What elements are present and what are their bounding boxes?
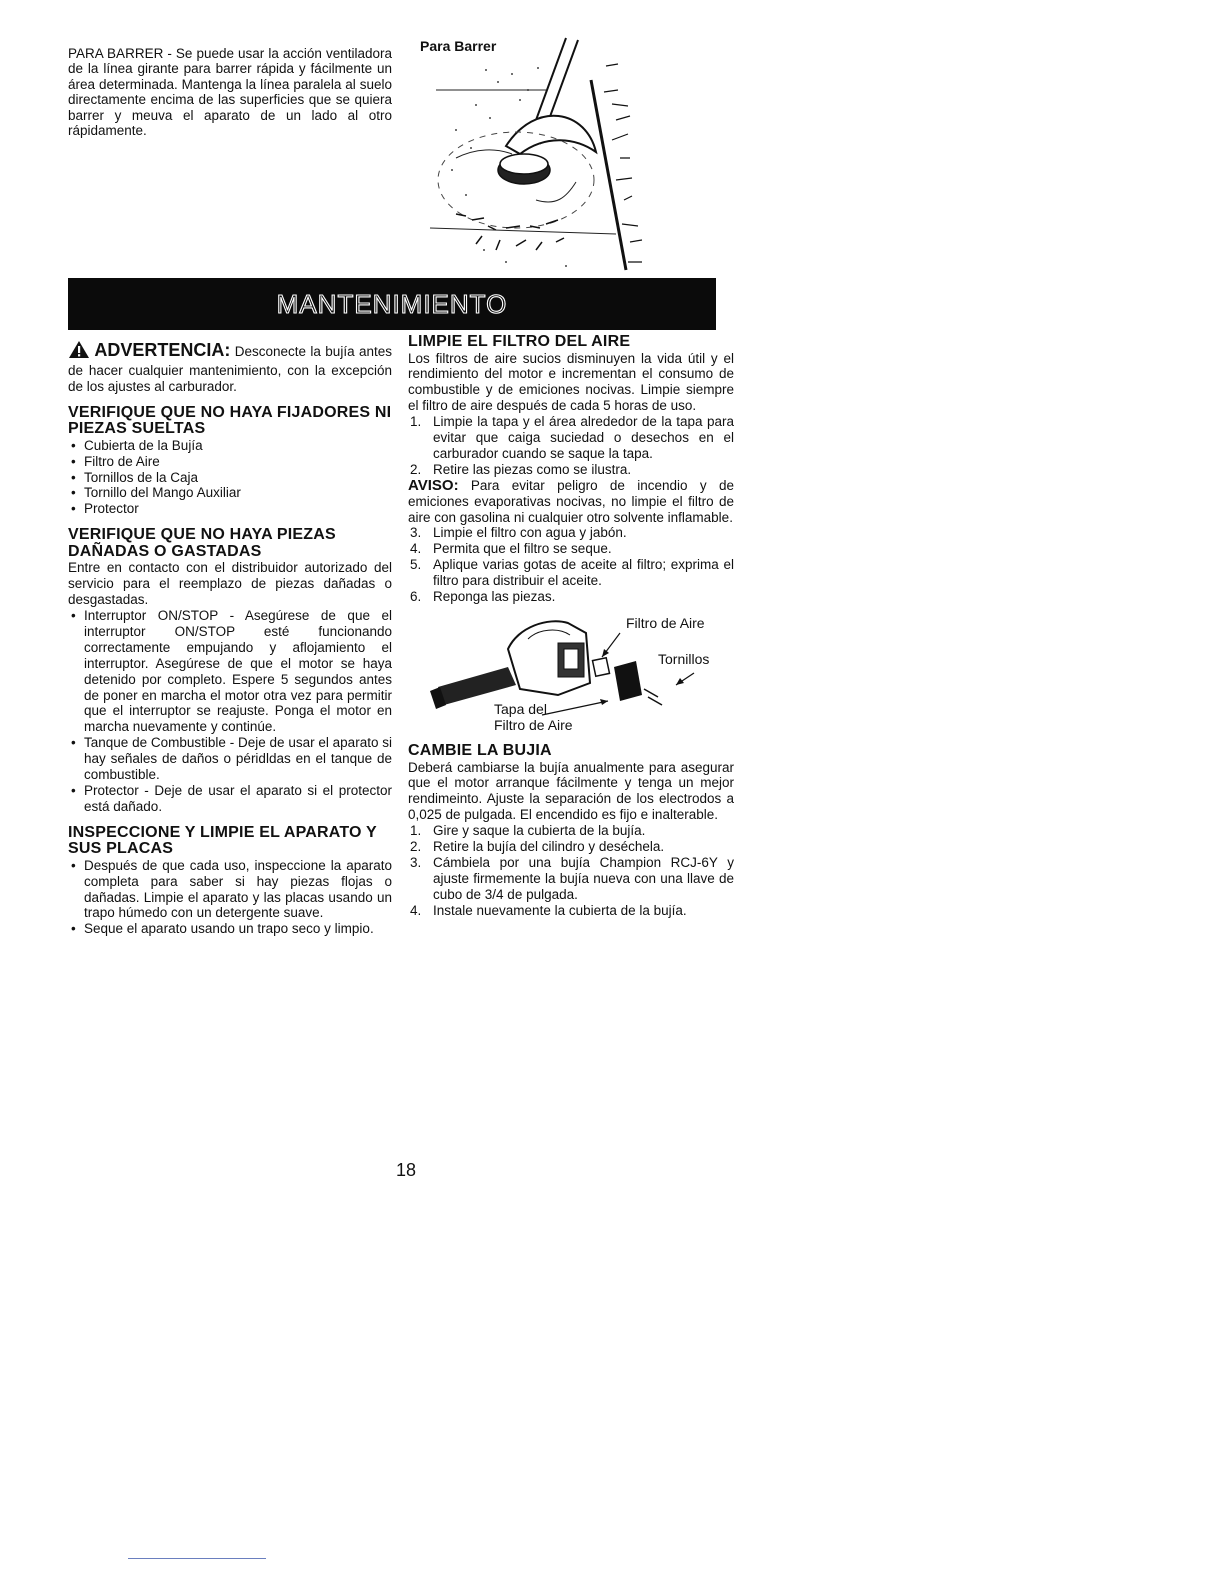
list-item: • Tanque de Combustible - Deje de usar el aparato si hay señales de daños o péridldas en el tanque de combustible. <box>68 735 392 783</box>
list-item: • Protector <box>68 501 392 517</box>
list-item: • Después de que cada uso, inspeccione la aparato completa para saber si hay piezas flojas o dañadas. Limpie el aparato y las placas usando un trapo húmedo con un detergente suave. <box>68 858 392 922</box>
warning-text: Desconecte la bujía antes de hacer cualquier mantenimiento, con la excepción de los ajustes al carburador. <box>68 344 392 394</box>
list-item: 4. Permita que el filtro se seque. <box>410 541 612 557</box>
spark-plug-intro: Deberá cambiarse la bujía anualmente para asegurar que el motor arranque fácilmente y tenga un mejor rendimeinto. Ajuste la separación de los electrodos a 0,025 de pulgada. El encendido es fijo e inalterable. <box>408 759 734 823</box>
damaged-parts-list <box>68 608 392 815</box>
section-banner <box>68 278 716 330</box>
list-item: 1. Gire y saque la cubierta de la bujía. <box>410 823 646 839</box>
spark-plug-steps <box>408 823 734 918</box>
air-filter-steps-a <box>408 414 734 478</box>
cover-label-line2: Filtro de Aire <box>494 717 573 733</box>
list-item: 2. Retire la bujía del cilindro y deséchela. <box>410 839 665 855</box>
sweep-caption: Para Barrer <box>420 38 497 54</box>
list-item: 3. Limpie el filtro con agua y jabón. <box>410 525 627 541</box>
footer-rule <box>128 1558 266 1559</box>
list-item: 2. Retire las piezas como se ilustra. <box>410 461 632 477</box>
list-item: • Protector - Deje de usar el aparato si el protector está dañado. <box>68 783 392 815</box>
list-item: • Filtro de Aire <box>68 454 392 470</box>
warning-paragraph <box>68 340 392 395</box>
damaged-parts-intro: Entre en contacto con el distribuidor autorizado del servicio para el reemplazo de piezas dañadas o desgastadas. <box>68 560 392 608</box>
fasteners-list <box>68 438 392 518</box>
damaged-parts-heading: VERIFIQUE QUE NO HAYA PIEZAS DAÑADAS O GASTADAS <box>68 526 336 560</box>
notice-text: Para evitar peligro de incendio y de emiciones evaporativas nocivas, no limpie el filtro de aire con gasolina ni cualquier otro solvente inflamable. <box>408 477 734 525</box>
list-item: • Seque el aparato usando un trapo seco y limpio. <box>68 921 392 937</box>
list-item: • Cubierta de la Bujía <box>68 438 392 454</box>
sweep-illustration <box>416 30 678 276</box>
warning-label: ADVERTENCIA: <box>94 340 231 360</box>
screws-label: Tornillos <box>658 651 710 667</box>
notice-label: AVISO: <box>408 476 459 494</box>
list-item: 5. Aplique varias gotas de aceite al filtro; exprima el filtro para distribuir el aceite. <box>410 557 734 589</box>
cover-label-line1: Tapa del <box>494 701 547 717</box>
fasteners-heading: VERIFIQUE QUE NO HAYA FIJADORES NI PIEZAS SUELTAS <box>68 403 392 438</box>
air-filter-intro: Los filtros de aire sucios disminuyen la vida útil y el rendimiento del motor e incrementan el consumo de combustible y de emiciones nocivas. Limpie siempre el filtro de aire después de cada 5 horas de uso. <box>408 350 734 414</box>
list-item: • Tornillos de la Caja <box>68 470 392 486</box>
inspect-list <box>68 858 392 938</box>
list-item: 4. Instale nuevamente la cubierta de la bujía. <box>410 902 687 918</box>
page-number: 18 <box>396 1160 417 1180</box>
trimmer-sweeping-drawing <box>416 30 678 276</box>
list-item: 1. Limpie la tapa y el área alrededor de la tapa para evitar que caiga suciedad o desechos en el carburador cuando se saque la tapa. <box>410 414 734 461</box>
inspect-heading: INSPECCIONE Y LIMPIE EL APARATO Y SUS PLACAS <box>68 823 377 858</box>
list-item: 6. Reponga las piezas. <box>410 589 556 605</box>
spark-plug-heading: CAMBIE LA BUJIA <box>408 742 552 759</box>
sweep-paragraph: PARA BARRER - Se puede usar la acción ventiladora de la línea girante para barrer rápida y fácilmente un área determinada. Mantenga la línea paralela al suelo directamente encima de las superficies que se quiera barrer y meuva el aparato de un lado al otro rápidamente. <box>68 45 392 139</box>
banner-title: MANTENIMIENTO <box>276 288 508 319</box>
air-filter-illustration <box>408 609 734 733</box>
list-item: • Interruptor ON/STOP - Asegúrese de que el interruptor ON/STOP esté funcionando correctamente empujando y aflojamiento el interruptor. Asegúrese de que el motor se haya detenido por completo. Espere 5 segundos antes de poner en marcha el motor otra vez para permitir que el interruptor se reajuste. Ponga el motor en marcha nuevamente y continúe. <box>68 608 392 735</box>
notice-paragraph <box>408 478 734 526</box>
right-column <box>408 334 734 919</box>
left-column <box>68 340 392 937</box>
air-filter-heading: LIMPIE EL FILTRO DEL AIRE <box>408 333 631 350</box>
list-item: • Tornillo del Mango Auxiliar <box>68 485 392 501</box>
warning-triangle-icon <box>68 340 90 363</box>
list-item: 3. Cámbiela por una bujía Champion RCJ-6Y y ajuste firmemente la bujía nueva con una llave de cubo de 3/4 de pulgada. <box>410 854 734 902</box>
filter-label: Filtro de Aire <box>626 615 705 631</box>
air-filter-steps-b <box>408 525 734 605</box>
